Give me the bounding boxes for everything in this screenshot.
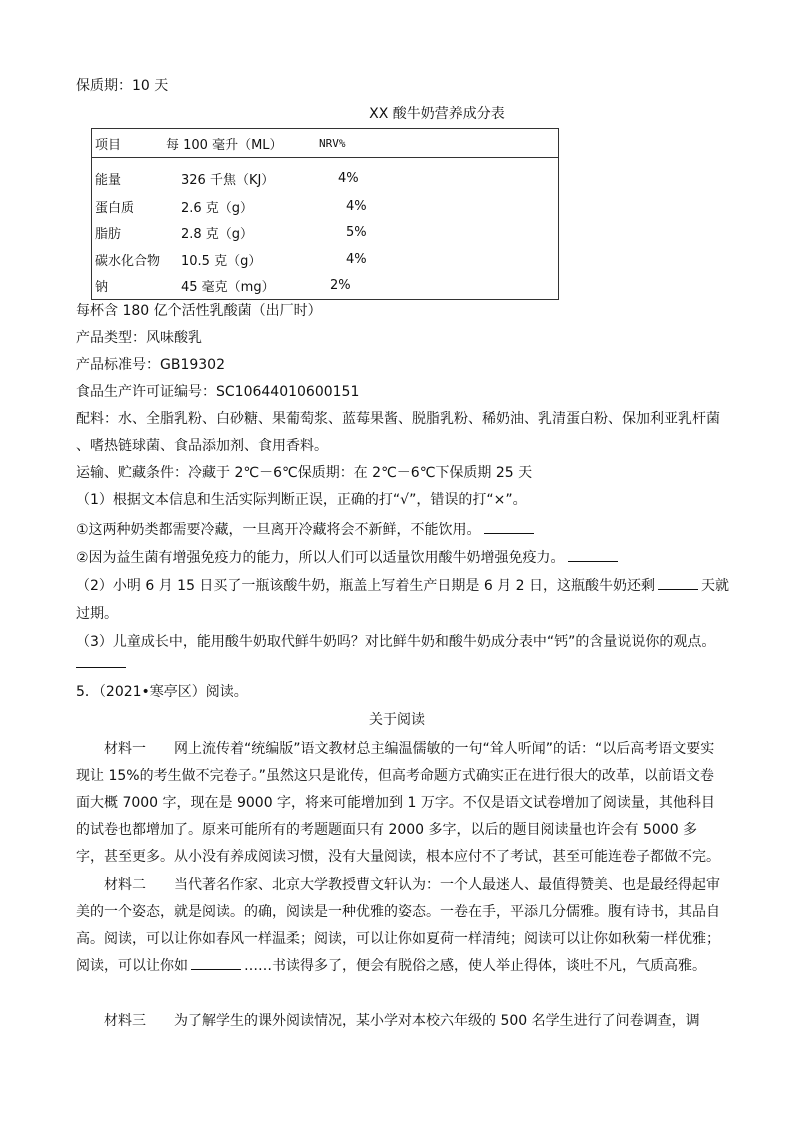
table-title: XX 酸牛奶营养成分表 [369, 106, 505, 122]
header-nrv: NRV% [316, 129, 559, 158]
cell-item: 钠 [95, 280, 109, 296]
production-license: 食品生产许可证编号：SC10644010600151 [76, 384, 360, 400]
material-1 [76, 736, 722, 871]
question-1a-text: ①这两种奶类都需要冷藏，一旦离开冷藏将会不新鲜，不能饮用。 [76, 522, 481, 538]
cell-nrv: 4% [338, 171, 359, 186]
bacteria-line: 每杯含 180 亿个活性乳酸菌（出厂时） [76, 303, 322, 319]
ingredients-line-1: 配料：水、全脂乳粉、白砂糖、果葡萄浆、蓝莓果酱、脱脂乳粉、稀奶油、乳清蛋白粉、保加利亚乳杆菌 [76, 411, 720, 427]
question-2 [76, 576, 729, 596]
cell-item: 能量 [95, 173, 122, 188]
cell-item: 碳水化合物 [95, 253, 161, 269]
table-row [92, 246, 559, 272]
table-row [92, 219, 559, 245]
table-row [92, 272, 559, 299]
material-1-tag: 材料一 [104, 741, 146, 757]
answer-blank-3[interactable] [76, 655, 126, 668]
material-3-tag: 材料三 [104, 1013, 146, 1029]
question-2-end: 过期。 [76, 606, 118, 622]
answer-blank-1a[interactable] [484, 521, 534, 534]
table-header-row [92, 129, 559, 158]
article-title: 关于阅读 [369, 712, 425, 728]
answer-blank-material-2[interactable] [191, 957, 241, 970]
cell-amount: 326 千焦（KJ） [181, 173, 275, 188]
material-2-tag: 材料二 [104, 877, 146, 893]
nutrition-table [91, 128, 559, 300]
question-3-answer[interactable] [76, 654, 126, 674]
answer-blank-2[interactable] [658, 577, 698, 590]
shelf-life: 保质期：10 天 [76, 78, 169, 94]
cell-item: 脂肪 [95, 227, 122, 243]
cell-nrv: 5% [346, 225, 367, 241]
table-row [92, 193, 559, 219]
cell-amount: 2.6 克（g） [181, 200, 254, 216]
cell-nrv: 2% [330, 278, 351, 294]
cell-nrv: 4% [346, 251, 367, 267]
material-1-text: 网上流传着“统编版”语文教材总主编温儒敏的一句“耸人听闻”的话：“以后高考语文要实现让 15%的考生做不完卷子。”虽然这只是讹传，但高考命题方式确实正在进行很大的改革，以前语文卷面大概 7000 字，现在是 9000 字，将来可能增加到 1 万字。不仅是语文试卷增加了阅读量，其他科目的试卷也都增加了。原来可能所有的考题题面只有 2000 多字，以后的题目阅读量也许会有 5000 多字，甚至更多。从小没有养成阅读习惯，没有大量阅读，根本应付不了考试，甚至可能连卷子都做不完。 [76, 741, 720, 865]
header-per-100ml: 每 100 毫升（ML） [163, 129, 316, 158]
question-1: （1）根据文本信息和生活实际判断正误，正确的打“√”，错误的打“×”。 [76, 492, 527, 508]
question-1b [76, 548, 621, 568]
question-1b-text: ②因为益生菌有增强免疫力的能力，所以人们可以适量饮用酸牛奶增强免疫力。 [76, 550, 565, 566]
cell-nrv: 4% [346, 198, 367, 214]
cell-amount: 45 毫克（mg） [181, 280, 275, 296]
question-2-suffix: 天就 [701, 578, 730, 594]
header-item: 项目 [92, 129, 164, 158]
storage-line: 运输、贮藏条件：冷藏于 2℃－6℃保质期：在 2℃－6℃下保质期 25 天 [76, 465, 533, 481]
product-standard: 产品标准号：GB19302 [76, 357, 225, 373]
material-3-text: 为了解学生的课外阅读情况，某小学对本校六年级的 500 名学生进行了问卷调查，调 [174, 1013, 700, 1029]
material-3 [76, 1008, 722, 1035]
material-2 [76, 872, 722, 980]
question-5: 5．（2021•寒亭区）阅读。 [76, 684, 248, 700]
table-row [92, 158, 559, 194]
question-3: （3）儿童成长中，能用酸牛奶取代鲜牛奶吗？对比鲜牛奶和酸牛奶成分表中“钙”的含量说说你的观点。 [76, 634, 716, 650]
ingredients-line-2: 、嗜热链球菌、食品添加剂、食用香料。 [76, 438, 328, 454]
question-2-text: （2）小明 6 月 15 日买了一瓶该酸牛奶，瓶盖上写着生产日期是 6 月 2 日，这瓶酸牛奶还剩 [76, 578, 656, 594]
answer-blank-1b[interactable] [568, 549, 618, 562]
cell-amount: 10.5 克（g） [181, 253, 262, 269]
cell-item: 蛋白质 [95, 200, 135, 216]
product-type: 产品类型：风味酸乳 [76, 330, 202, 346]
material-2-text: 当代著名作家、北京大学教授曹文轩认为：一个人最迷人、最值得赞美、也是最经得起审美的一个姿态，就是阅读。的确，阅读是一种优雅的姿态。一卷在手，平添几分儒雅。腹有诗书，其品自高。阅读，可以让你如春风一样温柔；阅读，可以让你如夏荷一样清纯；阅读可以让你如秋菊一样优雅；阅读，可以让你如 [76, 877, 720, 974]
cell-amount: 2.8 克（g） [181, 227, 254, 243]
question-1a [76, 520, 537, 540]
material-2-text-end: ……书读得多了，便会有脱俗之感，使人举止得体，谈吐不凡，气质高雅。 [244, 958, 706, 974]
